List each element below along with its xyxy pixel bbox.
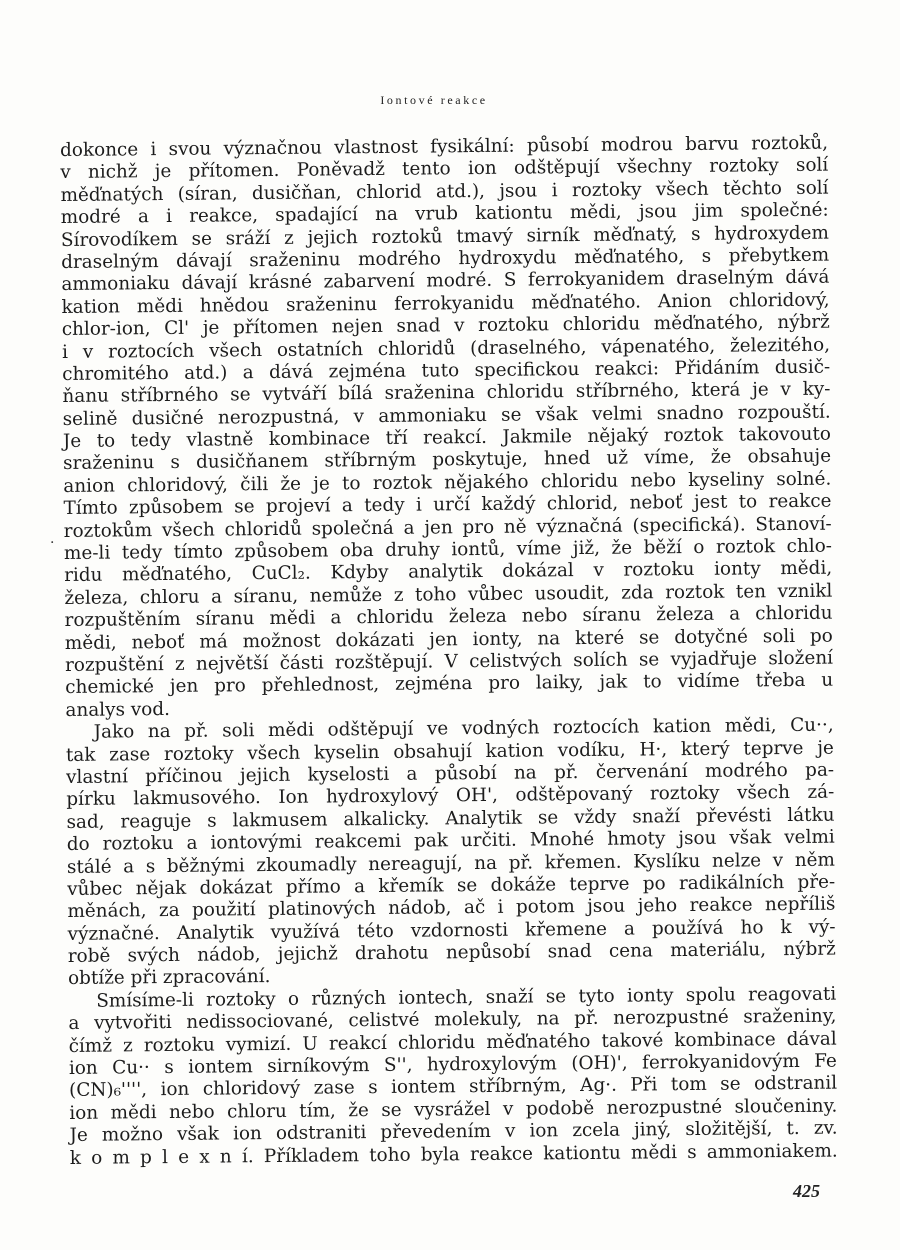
page-number: 425 <box>793 1181 820 1201</box>
text-line: robě svých nádob, jejichž drahotu nepůsobí snad cena materiálu, nýbrž <box>67 938 836 968</box>
text-line: ridu měďnatého, CuCl₂. Kdyby analytik dokázal v roztoku ionty mědi, <box>64 558 833 587</box>
text-line: Je to tedy vlastně kombinace tří reakcí. Jakmile nějaký roztok takovouto <box>62 423 831 453</box>
text-line: kation mědi hnědou sraženinu ferrokyanidu měďnatého. Anion chloridový, <box>61 289 830 318</box>
text-line: anion chloridový, čili že je to roztok nějakého chloridu nebo kyseliny solné. <box>63 468 832 497</box>
text-line: modré a i reakce, spadající na vrub kationtu mědi, jsou jim společné: <box>60 199 829 229</box>
text-line: do roztoku a iontovými reakcemi pak určiti. Mnohé hmoty jsou však velmi <box>66 826 835 856</box>
body-text <box>60 133 838 1170</box>
text-line: draselným dávají sraženinu modrého hydroxydu měďnatého, s přebytkem <box>61 244 830 273</box>
text-line: měnách, za použití platinových nádob, ač i potom jsou jeho reakce nepříliš <box>67 893 836 923</box>
text-line: vůbec nějak dokázat přímo a křemík se dokáže teprve po radikálních pře- <box>67 871 836 900</box>
text-line: me-li tedy tímto způsobem oba druhy iontů, víme již, že běží o roztok chlo- <box>63 535 833 565</box>
text-line: Tímto způsobem se projeví a tedy i určí každý chlorid, neboť jest to reakce <box>63 490 832 520</box>
text-line: rozpuštěním síranu mědi a chloridu železa nebo síranu železa a chloridu <box>64 602 833 632</box>
running-header: Iontové reakce <box>380 93 488 107</box>
text-line: Je možno však ion odstraniti převedením v ion zcela jiný, složitější, t. zv. <box>69 1117 838 1147</box>
text-line: k o m p l e x n í. Příkladem toho byla reakce kationtu mědi s ammoniakem. <box>69 1140 838 1169</box>
text-line: pírku lakmusového. Ion hydroxylový OH', odštěpovaný roztoky všech zá- <box>66 781 835 811</box>
text-line: ion mědi nebo chloru tím, že se vysrážel v podobě nerozpustné sloučeniny. <box>69 1095 838 1124</box>
text-line: chemické jen pro přehlednost, zejména pro laiky, jak to vidíme třeba u <box>65 669 834 699</box>
text-line: dokonce i svou význačnou vlastnost fysikální: působí modrou barvu roztoků, <box>60 132 829 161</box>
text-line: roztokům všech chloridů společná a jen pro ně význačná (specifická). Stanoví- <box>63 513 832 542</box>
text-line: sraženinu s dusičňanem stříbrným poskytuje, hned už víme, že obsahuje <box>63 446 832 475</box>
text-line: Jako na př. soli mědi odštěpují ve vodných roztocích kation mědi, Cu··, <box>93 714 834 743</box>
text-line: v nichž je přítomen. Poněvadž tento ion odštěpují všechny roztoky solí <box>60 155 829 184</box>
text-line: Smísíme-li roztoky o různých iontech, snaží se tyto ionty spolu reagovati <box>96 983 837 1012</box>
text-line: stálé a s běžnými zkoumadly nereagují, na př. křemen. Kyslíku nelze v něm <box>66 849 836 878</box>
text-line: i v roztocích všech ostatních chloridů (draselného, vápenatého, železitého, <box>61 334 831 363</box>
text-line: obtíže při zpracování. <box>67 966 271 990</box>
text-line: chromitého atd.) a dává zejména tuto specifickou reakci: Přidáním dusič- <box>62 356 831 385</box>
text-line: ion Cu·· s iontem sirníkovým S'', hydroxylovým (OH)', ferrokyanidovým Fe <box>68 1050 837 1079</box>
text-line: chlor-ion, Cl' je přítomen nejen snad v roztoku chloridu měďnatého, nýbrž <box>61 311 830 341</box>
text-line: železa, chloru a síranu, nemůže z toho vůbec usoudit, zda roztok ten vznikl <box>64 580 833 609</box>
text-line: ňanu stříbrného se vytváří bílá sraženina chloridu stříbrného, která je v ky- <box>62 378 831 408</box>
text-line: (CN)₆'''', ion chloridový zase s iontem stříbrným, Ag·. Při tom se odstranil <box>69 1072 838 1102</box>
text-line: vlastní příčinou jejich kyselosti a působí na př. červenání modrého pa- <box>66 759 835 788</box>
text-line: čímž z roztoku vymizí. U reakcí chloridu měďnatého takové kombinace dával <box>68 1028 837 1057</box>
text-line: Sírovodíkem se sráží z jejich roztoků tmavý sirník měďnatý, s hydroxydem <box>60 222 830 251</box>
text-line: ammoniaku dávají krásné zabarvení modré. S ferrokyanidem draselným dává <box>61 266 830 296</box>
text-line: analys vod. <box>65 698 170 721</box>
text-line: význačné. Analytik využívá této vzdornosti křemene a používá ho k vý- <box>67 916 836 945</box>
margin-mark: · <box>50 535 55 551</box>
text-line: a vytvořiti nedissociované, celistvé molekuly, na př. nerozpustné sraženiny, <box>68 1005 837 1035</box>
text-line: rozpuštění z největší části rozštěpují. V celistvých solích se vyjadřuje složení <box>64 647 834 676</box>
text-line: selině dusičné nerozpustná, v ammoniaku se však velmi snadno rozpouští. <box>62 401 831 430</box>
text-line: sad, reaguje s lakmusem alkalicky. Analytik se vždy snaží převésti látku <box>66 804 835 833</box>
text-line: tak zase roztoky všech kyselin obsahují kation vodíku, H·, který teprve je <box>65 737 834 766</box>
text-line: měďnatých (síran, dusičňan, chlorid atd.), jsou i roztoky všech těchto solí <box>60 177 829 206</box>
text-line: mědi, neboť má možnost dokázati jen ionty, na které se dotyčné soli po <box>64 625 833 654</box>
